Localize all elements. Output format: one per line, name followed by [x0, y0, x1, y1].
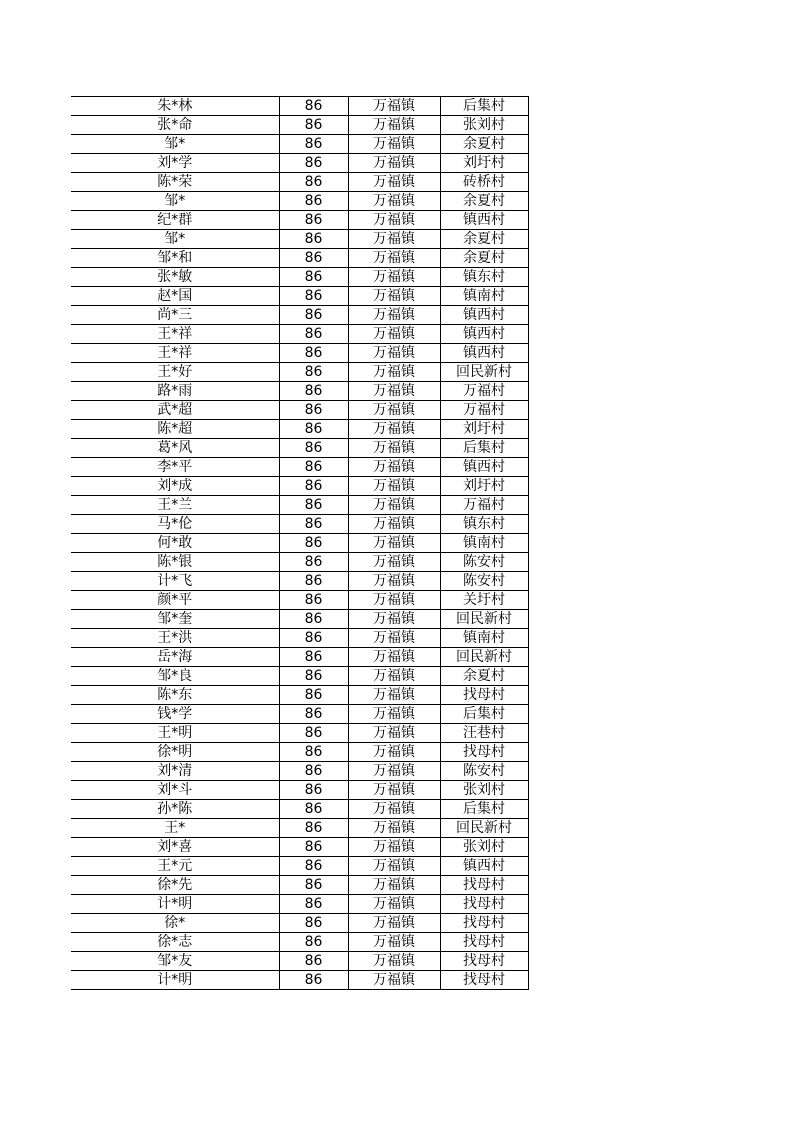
table-row: [71, 268, 528, 287]
name-cell: 陈*荣: [71, 173, 279, 192]
village-cell: 陈安村: [440, 762, 528, 781]
table-row: [71, 97, 528, 116]
town-cell: 万福镇: [348, 306, 440, 325]
town-cell: 万福镇: [348, 325, 440, 344]
name-cell: 邹*友: [71, 952, 279, 971]
name-cell: 王*明: [71, 724, 279, 743]
name-cell: 邹*良: [71, 667, 279, 686]
table-body: [71, 97, 528, 990]
town-cell: 万福镇: [348, 952, 440, 971]
table-row: [71, 363, 528, 382]
table-row: [71, 496, 528, 515]
name-cell: 刘*喜: [71, 838, 279, 857]
score-cell: 86: [279, 249, 348, 268]
village-cell: 镇南村: [440, 629, 528, 648]
score-cell: 86: [279, 724, 348, 743]
town-cell: 万福镇: [348, 648, 440, 667]
town-cell: 万福镇: [348, 800, 440, 819]
name-cell: 徐*: [71, 914, 279, 933]
table-row: [71, 952, 528, 971]
name-cell: 徐*志: [71, 933, 279, 952]
town-cell: 万福镇: [348, 249, 440, 268]
name-cell: 王*祥: [71, 325, 279, 344]
town-cell: 万福镇: [348, 97, 440, 116]
village-cell: 镇西村: [440, 211, 528, 230]
score-cell: 86: [279, 154, 348, 173]
town-cell: 万福镇: [348, 971, 440, 990]
name-cell: 陈*超: [71, 420, 279, 439]
table-row: [71, 249, 528, 268]
table-row: [71, 116, 528, 135]
score-cell: 86: [279, 420, 348, 439]
table-row: [71, 648, 528, 667]
name-cell: 刘*清: [71, 762, 279, 781]
town-cell: 万福镇: [348, 515, 440, 534]
score-cell: 86: [279, 230, 348, 249]
table-row: [71, 686, 528, 705]
table-row: [71, 173, 528, 192]
town-cell: 万福镇: [348, 344, 440, 363]
table-row: [71, 325, 528, 344]
town-cell: 万福镇: [348, 439, 440, 458]
score-cell: 86: [279, 268, 348, 287]
name-cell: 颜*平: [71, 591, 279, 610]
town-cell: 万福镇: [348, 287, 440, 306]
village-cell: 镇西村: [440, 344, 528, 363]
town-cell: 万福镇: [348, 477, 440, 496]
village-cell: 余夏村: [440, 249, 528, 268]
name-cell: 王*: [71, 819, 279, 838]
village-cell: 找母村: [440, 933, 528, 952]
score-cell: 86: [279, 192, 348, 211]
table-row: [71, 553, 528, 572]
table-row: [71, 705, 528, 724]
score-cell: 86: [279, 363, 348, 382]
town-cell: 万福镇: [348, 268, 440, 287]
village-cell: 镇南村: [440, 534, 528, 553]
name-cell: 陈*东: [71, 686, 279, 705]
table-row: [71, 895, 528, 914]
score-cell: 86: [279, 534, 348, 553]
village-cell: 回民新村: [440, 363, 528, 382]
town-cell: 万福镇: [348, 230, 440, 249]
table-row: [71, 857, 528, 876]
town-cell: 万福镇: [348, 591, 440, 610]
village-cell: 找母村: [440, 895, 528, 914]
town-cell: 万福镇: [348, 553, 440, 572]
name-cell: 张*命: [71, 116, 279, 135]
score-cell: 86: [279, 819, 348, 838]
score-cell: 86: [279, 306, 348, 325]
score-cell: 86: [279, 705, 348, 724]
table-row: [71, 230, 528, 249]
village-cell: 万福村: [440, 401, 528, 420]
table-row: [71, 933, 528, 952]
table-row: [71, 762, 528, 781]
table-row: [71, 439, 528, 458]
score-cell: 86: [279, 287, 348, 306]
town-cell: 万福镇: [348, 572, 440, 591]
name-cell: 徐*明: [71, 743, 279, 762]
town-cell: 万福镇: [348, 857, 440, 876]
village-cell: 找母村: [440, 952, 528, 971]
name-cell: 刘*斗: [71, 781, 279, 800]
town-cell: 万福镇: [348, 724, 440, 743]
town-cell: 万福镇: [348, 135, 440, 154]
village-cell: 找母村: [440, 876, 528, 895]
table-row: [71, 591, 528, 610]
village-cell: 镇东村: [440, 268, 528, 287]
name-cell: 岳*海: [71, 648, 279, 667]
table-row: [71, 534, 528, 553]
village-cell: 余夏村: [440, 667, 528, 686]
name-cell: 王*洪: [71, 629, 279, 648]
table-row: [71, 515, 528, 534]
table-row: [71, 838, 528, 857]
score-cell: 86: [279, 743, 348, 762]
village-cell: 余夏村: [440, 230, 528, 249]
name-cell: 王*好: [71, 363, 279, 382]
name-cell: 计*明: [71, 971, 279, 990]
town-cell: 万福镇: [348, 173, 440, 192]
village-cell: 后集村: [440, 705, 528, 724]
table-row: [71, 287, 528, 306]
score-cell: 86: [279, 496, 348, 515]
table-row: [71, 192, 528, 211]
town-cell: 万福镇: [348, 610, 440, 629]
name-cell: 邹*和: [71, 249, 279, 268]
village-cell: 找母村: [440, 971, 528, 990]
village-cell: 关圩村: [440, 591, 528, 610]
name-cell: 朱*林: [71, 97, 279, 116]
town-cell: 万福镇: [348, 914, 440, 933]
score-cell: 86: [279, 971, 348, 990]
score-cell: 86: [279, 211, 348, 230]
score-cell: 86: [279, 553, 348, 572]
village-cell: 余夏村: [440, 135, 528, 154]
village-cell: 回民新村: [440, 819, 528, 838]
town-cell: 万福镇: [348, 819, 440, 838]
table-row: [71, 306, 528, 325]
table-row: [71, 629, 528, 648]
name-cell: 陈*银: [71, 553, 279, 572]
table-row: [71, 610, 528, 629]
name-cell: 葛*风: [71, 439, 279, 458]
score-cell: 86: [279, 116, 348, 135]
table-row: [71, 724, 528, 743]
table-row: [71, 154, 528, 173]
name-cell: 刘*成: [71, 477, 279, 496]
score-cell: 86: [279, 762, 348, 781]
score-cell: 86: [279, 458, 348, 477]
town-cell: 万福镇: [348, 458, 440, 477]
town-cell: 万福镇: [348, 496, 440, 515]
score-cell: 86: [279, 572, 348, 591]
score-cell: 86: [279, 173, 348, 192]
table-row: [71, 914, 528, 933]
town-cell: 万福镇: [348, 534, 440, 553]
name-cell: 何*敢: [71, 534, 279, 553]
town-cell: 万福镇: [348, 895, 440, 914]
table-row: [71, 667, 528, 686]
town-cell: 万福镇: [348, 629, 440, 648]
name-cell: 王*兰: [71, 496, 279, 515]
score-cell: 86: [279, 591, 348, 610]
score-cell: 86: [279, 135, 348, 154]
village-cell: 陈安村: [440, 553, 528, 572]
village-cell: 后集村: [440, 97, 528, 116]
name-cell: 王*祥: [71, 344, 279, 363]
village-cell: 镇西村: [440, 857, 528, 876]
name-cell: 尚*三: [71, 306, 279, 325]
name-cell: 计*明: [71, 895, 279, 914]
score-cell: 86: [279, 515, 348, 534]
score-cell: 86: [279, 857, 348, 876]
village-cell: 砖桥村: [440, 173, 528, 192]
name-cell: 孙*陈: [71, 800, 279, 819]
score-cell: 86: [279, 344, 348, 363]
town-cell: 万福镇: [348, 211, 440, 230]
name-cell: 钱*学: [71, 705, 279, 724]
village-cell: 找母村: [440, 686, 528, 705]
score-cell: 86: [279, 610, 348, 629]
score-cell: 86: [279, 477, 348, 496]
village-cell: 镇西村: [440, 325, 528, 344]
village-cell: 后集村: [440, 439, 528, 458]
town-cell: 万福镇: [348, 363, 440, 382]
score-cell: 86: [279, 838, 348, 857]
village-cell: 余夏村: [440, 192, 528, 211]
town-cell: 万福镇: [348, 705, 440, 724]
table-row: [71, 344, 528, 363]
score-cell: 86: [279, 933, 348, 952]
village-cell: 陈安村: [440, 572, 528, 591]
name-cell: 邹*: [71, 192, 279, 211]
table-row: [71, 420, 528, 439]
table-row: [71, 211, 528, 230]
score-cell: 86: [279, 952, 348, 971]
village-cell: 镇东村: [440, 515, 528, 534]
table-row: [71, 477, 528, 496]
town-cell: 万福镇: [348, 667, 440, 686]
table-row: [71, 135, 528, 154]
village-cell: 后集村: [440, 800, 528, 819]
town-cell: 万福镇: [348, 401, 440, 420]
score-cell: 86: [279, 382, 348, 401]
village-cell: 找母村: [440, 914, 528, 933]
table-row: [71, 876, 528, 895]
name-cell: 邹*: [71, 230, 279, 249]
village-cell: 张刘村: [440, 838, 528, 857]
village-cell: 镇南村: [440, 287, 528, 306]
village-cell: 张刘村: [440, 116, 528, 135]
village-cell: 回民新村: [440, 610, 528, 629]
score-cell: 86: [279, 876, 348, 895]
name-cell: 李*平: [71, 458, 279, 477]
data-table: [71, 96, 529, 990]
name-cell: 徐*先: [71, 876, 279, 895]
score-cell: 86: [279, 629, 348, 648]
name-cell: 王*元: [71, 857, 279, 876]
town-cell: 万福镇: [348, 933, 440, 952]
town-cell: 万福镇: [348, 154, 440, 173]
table-row: [71, 971, 528, 990]
table-row: [71, 458, 528, 477]
town-cell: 万福镇: [348, 876, 440, 895]
score-cell: 86: [279, 325, 348, 344]
name-cell: 邹*: [71, 135, 279, 154]
village-cell: 刘圩村: [440, 477, 528, 496]
table-row: [71, 401, 528, 420]
village-cell: 张刘村: [440, 781, 528, 800]
name-cell: 路*雨: [71, 382, 279, 401]
name-cell: 刘*学: [71, 154, 279, 173]
name-cell: 张*敏: [71, 268, 279, 287]
village-cell: 找母村: [440, 743, 528, 762]
name-cell: 赵*国: [71, 287, 279, 306]
town-cell: 万福镇: [348, 116, 440, 135]
score-cell: 86: [279, 914, 348, 933]
score-cell: 86: [279, 401, 348, 420]
name-cell: 计*飞: [71, 572, 279, 591]
name-cell: 武*超: [71, 401, 279, 420]
name-cell: 邹*奎: [71, 610, 279, 629]
village-cell: 刘圩村: [440, 154, 528, 173]
village-cell: 万福村: [440, 382, 528, 401]
name-cell: 纪*群: [71, 211, 279, 230]
score-cell: 86: [279, 667, 348, 686]
table-row: [71, 800, 528, 819]
town-cell: 万福镇: [348, 382, 440, 401]
town-cell: 万福镇: [348, 762, 440, 781]
score-cell: 86: [279, 97, 348, 116]
name-cell: 马*伦: [71, 515, 279, 534]
village-cell: 镇西村: [440, 458, 528, 477]
score-cell: 86: [279, 648, 348, 667]
table-row: [71, 572, 528, 591]
table-row: [71, 819, 528, 838]
table-row: [71, 743, 528, 762]
score-cell: 86: [279, 781, 348, 800]
score-cell: 86: [279, 800, 348, 819]
town-cell: 万福镇: [348, 686, 440, 705]
town-cell: 万福镇: [348, 192, 440, 211]
score-cell: 86: [279, 439, 348, 458]
village-cell: 万福村: [440, 496, 528, 515]
table-row: [71, 781, 528, 800]
score-cell: 86: [279, 895, 348, 914]
table-row: [71, 382, 528, 401]
score-cell: 86: [279, 686, 348, 705]
village-cell: 刘圩村: [440, 420, 528, 439]
village-cell: 镇西村: [440, 306, 528, 325]
town-cell: 万福镇: [348, 420, 440, 439]
village-cell: 回民新村: [440, 648, 528, 667]
town-cell: 万福镇: [348, 838, 440, 857]
village-cell: 汪巷村: [440, 724, 528, 743]
town-cell: 万福镇: [348, 781, 440, 800]
town-cell: 万福镇: [348, 743, 440, 762]
